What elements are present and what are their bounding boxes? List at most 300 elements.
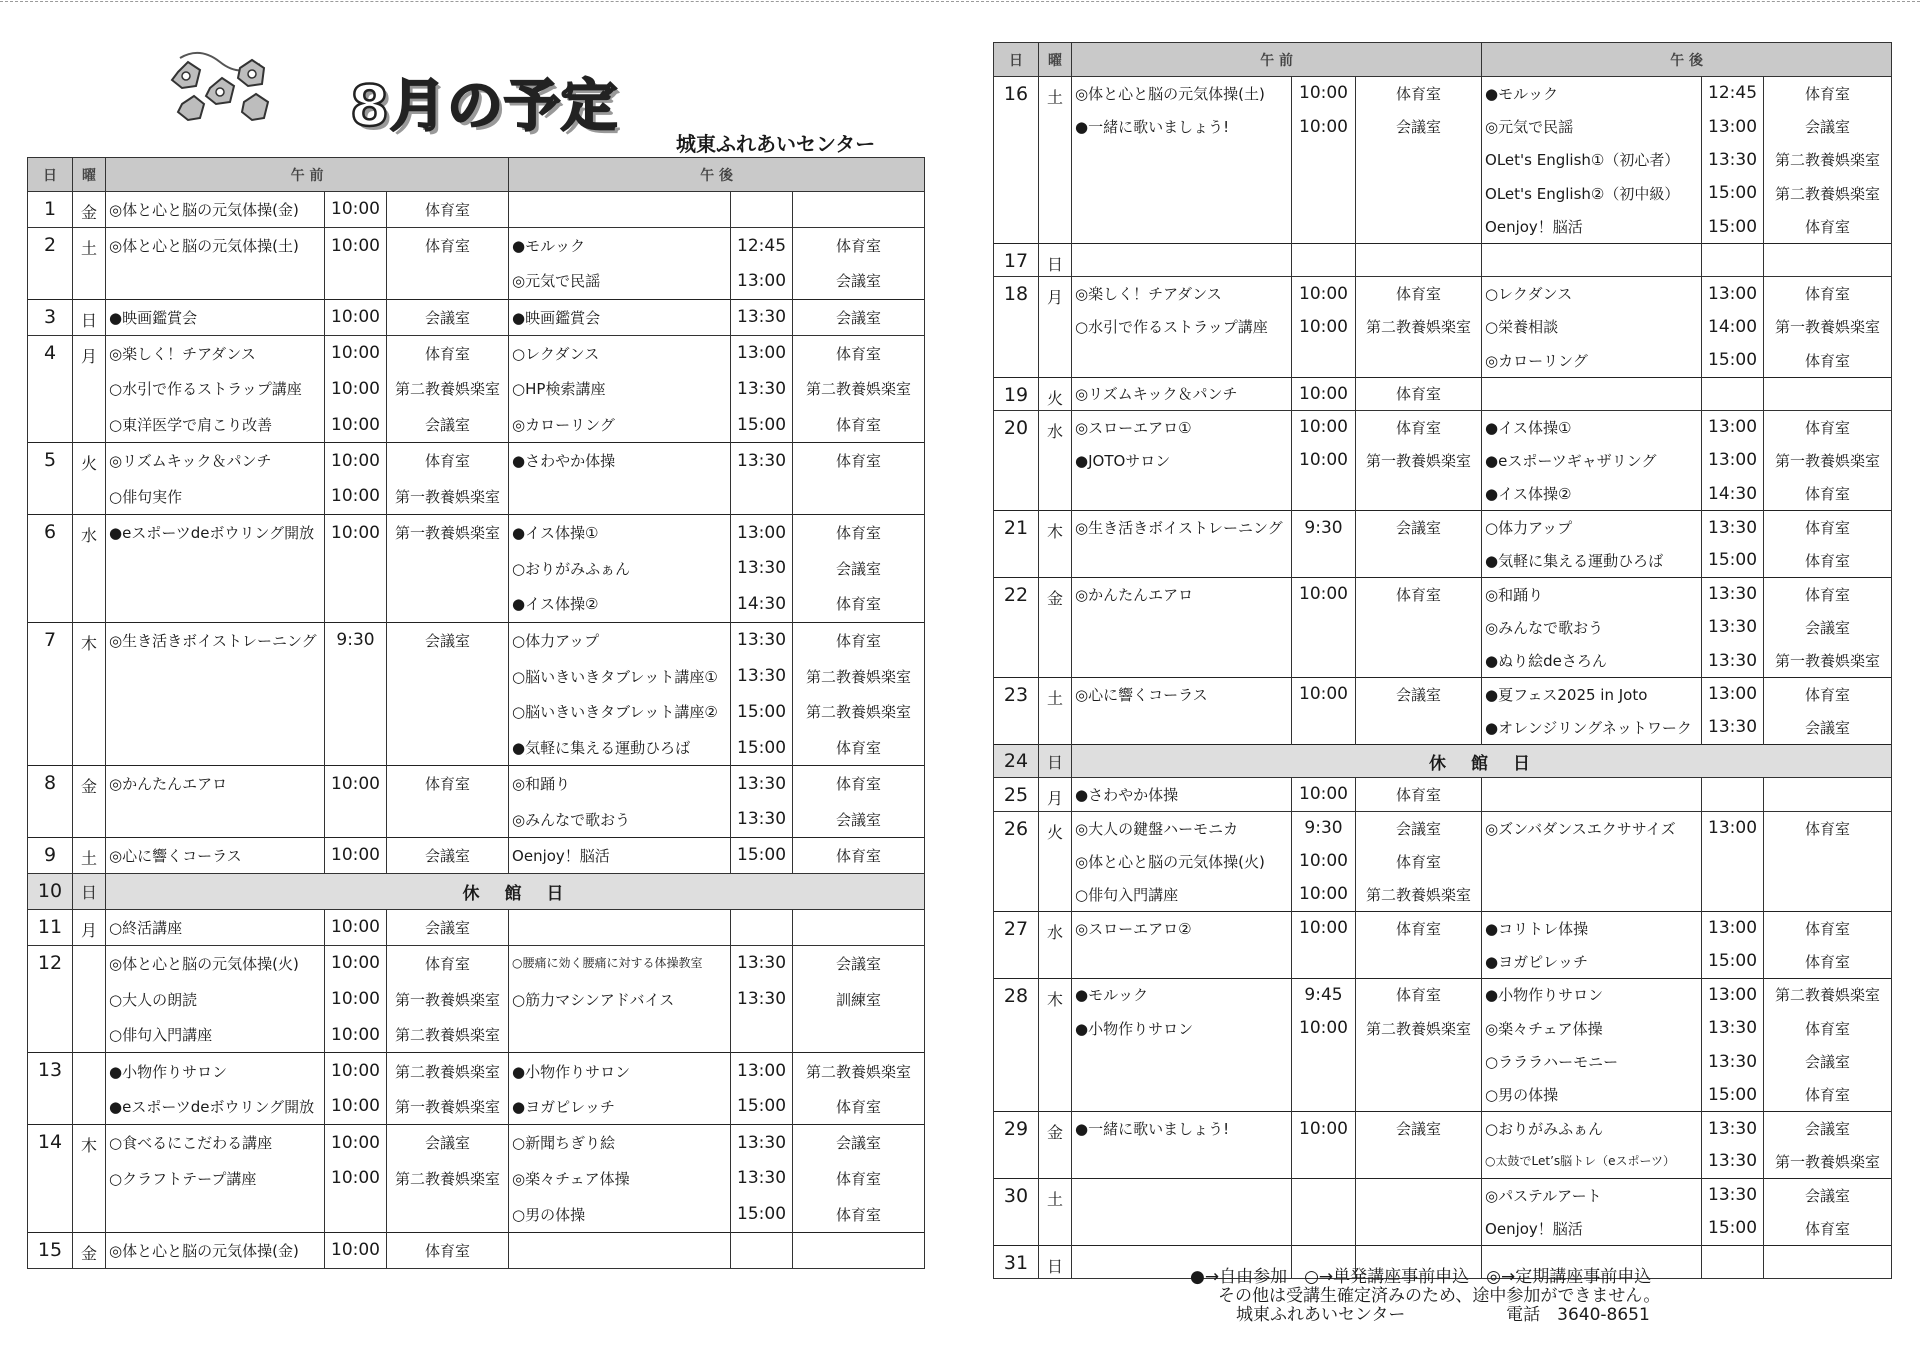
table-row	[994, 110, 1892, 143]
table-row	[28, 1161, 925, 1197]
afternoon-activity: ●ぬり絵deさろん	[1482, 644, 1702, 677]
closed-label: 休 館 日	[106, 873, 925, 909]
weekday: 日	[1039, 243, 1072, 276]
weekday: 月	[1039, 277, 1072, 377]
afternoon-time: 15:00	[1702, 544, 1764, 577]
afternoon-activity: ◎ズンバダンスエクササイズ	[1482, 811, 1702, 844]
afternoon-room: 会議室	[793, 1125, 925, 1161]
day-number: 17	[994, 243, 1039, 276]
table-row	[994, 477, 1892, 510]
morning-room: 第二教養娯楽室	[387, 371, 509, 407]
morning-time: 10:00	[1292, 277, 1356, 310]
table-row	[28, 263, 925, 299]
morning-activity: ○俳句実作	[106, 479, 325, 515]
afternoon-time: 14:30	[1702, 477, 1764, 510]
afternoon-activity: OLet's English①（初心者）	[1482, 143, 1702, 176]
morning-room	[1356, 210, 1482, 243]
afternoon-activity: OLet's English②（初中級）	[1482, 177, 1702, 210]
morning-room	[387, 586, 509, 622]
morning-time	[325, 802, 387, 838]
afternoon-room: 体育室	[793, 443, 925, 479]
afternoon-room: 体育室	[793, 730, 925, 766]
afternoon-activity	[509, 479, 731, 515]
afternoon-time	[731, 1017, 793, 1053]
morning-time: 10:00	[1292, 778, 1356, 811]
day-number: 11	[28, 909, 73, 945]
morning-activity: ●小物作りサロン	[106, 1053, 325, 1089]
day-number: 20	[994, 410, 1039, 510]
afternoon-time: 15:00	[731, 730, 793, 766]
table-row	[994, 811, 1892, 844]
morning-activity: ●モルック	[1072, 978, 1292, 1011]
table-row	[28, 1017, 925, 1053]
afternoon-time: 15:00	[731, 694, 793, 730]
table-row	[994, 911, 1892, 944]
morning-time: 10:00	[325, 838, 387, 874]
morning-room: 体育室	[1356, 577, 1482, 610]
afternoon-activity: ●夏フェス2025 in Joto	[1482, 678, 1702, 711]
morning-time: 10:00	[325, 909, 387, 945]
morning-activity	[1072, 945, 1292, 978]
morning-time: 10:00	[325, 1161, 387, 1197]
table-row	[994, 978, 1892, 1011]
afternoon-time	[1702, 844, 1764, 877]
afternoon-room: 会議室	[1764, 711, 1892, 744]
weekday-column-header: 曜	[1039, 43, 1072, 77]
table-row	[994, 77, 1892, 110]
morning-room	[387, 1196, 509, 1232]
afternoon-room	[1764, 243, 1892, 276]
afternoon-room: 体育室	[1764, 410, 1892, 443]
morning-room: 体育室	[1356, 377, 1482, 410]
afternoon-time: 13:30	[731, 622, 793, 658]
afternoon-room: 訓練室	[793, 981, 925, 1017]
afternoon-time: 13:00	[1702, 444, 1764, 477]
morning-time	[1292, 945, 1356, 978]
morning-activity	[1072, 544, 1292, 577]
morning-room: 会議室	[387, 838, 509, 874]
table-row	[28, 945, 925, 981]
afternoon-activity: ●小物作りサロン	[509, 1053, 731, 1089]
morning-room: 体育室	[1356, 778, 1482, 811]
afternoon-time	[731, 192, 793, 228]
table-row	[28, 371, 925, 407]
afternoon-room: 体育室	[793, 1089, 925, 1125]
weekday: 木	[1039, 511, 1072, 578]
afternoon-column-header: 午 後	[1482, 43, 1892, 77]
weekday: 木	[73, 622, 106, 766]
morning-room: 体育室	[387, 945, 509, 981]
weekday: 日	[73, 873, 106, 909]
afternoon-room: 第二教養娯楽室	[793, 1053, 925, 1089]
afternoon-room: 体育室	[1764, 544, 1892, 577]
morning-activity: ○東洋医学で肩こり改善	[106, 407, 325, 443]
afternoon-room: 体育室	[1764, 577, 1892, 610]
morning-time	[1292, 644, 1356, 677]
table-row	[994, 210, 1892, 243]
afternoon-activity: ◎元気で民謡	[509, 263, 731, 299]
afternoon-time: 15:00	[731, 838, 793, 874]
morning-room: 体育室	[1356, 77, 1482, 110]
day-number: 25	[994, 778, 1039, 811]
afternoon-room: 会議室	[1764, 1045, 1892, 1078]
afternoon-room: 体育室	[1764, 1011, 1892, 1044]
morning-time	[1292, 344, 1356, 377]
morning-room	[387, 658, 509, 694]
afternoon-time: 13:30	[731, 371, 793, 407]
day-number: 7	[28, 622, 73, 766]
afternoon-room: 第二教養娯楽室	[793, 658, 925, 694]
morning-room: 第二教養娯楽室	[387, 1161, 509, 1197]
table-row	[28, 299, 925, 335]
day-number: 12	[28, 945, 73, 1053]
morning-activity: ◎心に響くコーラス	[106, 838, 325, 874]
morning-room: 第一教養娯楽室	[387, 515, 509, 551]
afternoon-room: 第二教養娯楽室	[793, 694, 925, 730]
afternoon-time: 13:30	[1702, 1112, 1764, 1145]
afternoon-room: 体育室	[1764, 210, 1892, 243]
day-number: 27	[994, 911, 1039, 978]
afternoon-room: 体育室	[1764, 1078, 1892, 1111]
morning-room: 第一教養娯楽室	[1356, 444, 1482, 477]
weekday-column-header: 曜	[73, 158, 106, 192]
table-row	[994, 544, 1892, 577]
afternoon-time: 13:30	[731, 766, 793, 802]
afternoon-time: 13:00	[1702, 678, 1764, 711]
afternoon-time: 13:00	[731, 515, 793, 551]
morning-time	[1292, 544, 1356, 577]
afternoon-room: 体育室	[793, 838, 925, 874]
morning-activity: ●一緒に歌いましょう!	[1072, 1112, 1292, 1145]
morning-time	[325, 694, 387, 730]
morning-time	[325, 263, 387, 299]
afternoon-activity: ◎和踊り	[509, 766, 731, 802]
morning-activity	[106, 263, 325, 299]
afternoon-activity: ○脳いきいきタブレット講座①	[509, 658, 731, 694]
morning-room: 第一教養娯楽室	[387, 981, 509, 1017]
closed-day-row	[994, 744, 1892, 777]
morning-time	[1292, 1045, 1356, 1078]
afternoon-time	[1702, 243, 1764, 276]
afternoon-activity: ○ラララハーモニー	[1482, 1045, 1702, 1078]
morning-activity: ○俳句入門講座	[106, 1017, 325, 1053]
morning-time: 10:00	[325, 227, 387, 263]
morning-room	[1356, 1045, 1482, 1078]
morning-time	[1292, 477, 1356, 510]
morning-activity: ◎生き活きボイストレーニング	[106, 622, 325, 658]
morning-activity	[1072, 1045, 1292, 1078]
morning-activity: ●一緒に歌いましょう!	[1072, 110, 1292, 143]
morning-time: 10:00	[1292, 1112, 1356, 1145]
afternoon-activity	[509, 192, 731, 228]
table-row	[994, 1212, 1892, 1245]
afternoon-time: 13:30	[731, 945, 793, 981]
afternoon-time: 13:30	[731, 299, 793, 335]
afternoon-activity: ●ヨガピレッチ	[1482, 945, 1702, 978]
morning-activity: ◎スローエアロ①	[1072, 410, 1292, 443]
table-row	[994, 1178, 1892, 1211]
table-row	[28, 407, 925, 443]
morning-time	[325, 730, 387, 766]
afternoon-room: 体育室	[793, 227, 925, 263]
day-number: 2	[28, 227, 73, 299]
afternoon-room	[793, 909, 925, 945]
day-number: 8	[28, 766, 73, 838]
day-number: 16	[994, 77, 1039, 244]
afternoon-room: 体育室	[1764, 811, 1892, 844]
day-number: 21	[994, 511, 1039, 578]
afternoon-activity: ○男の体操	[509, 1196, 731, 1232]
table-row	[28, 335, 925, 371]
table-row	[28, 694, 925, 730]
afternoon-activity: ○レクダンス	[1482, 277, 1702, 310]
legend-center-name: 城東ふれあいセンター	[1236, 1305, 1406, 1325]
morning-time: 10:00	[325, 1017, 387, 1053]
morning-room	[1356, 1145, 1482, 1178]
table-row	[28, 192, 925, 228]
morning-room	[1356, 344, 1482, 377]
morning-time: 10:00	[325, 299, 387, 335]
morning-time: 10:00	[325, 515, 387, 551]
afternoon-room: 会議室	[793, 945, 925, 981]
weekday: 水	[73, 515, 106, 623]
morning-room: 会議室	[1356, 811, 1482, 844]
morning-activity: ○終活講座	[106, 909, 325, 945]
day-number: 13	[28, 1053, 73, 1125]
afternoon-activity: ◎みんなで歌おう	[509, 802, 731, 838]
afternoon-time: 13:30	[1702, 1045, 1764, 1078]
morning-time: 10:00	[1292, 844, 1356, 877]
afternoon-time: 15:00	[1702, 344, 1764, 377]
table-row	[994, 243, 1892, 276]
afternoon-activity	[509, 909, 731, 945]
morning-room	[1356, 477, 1482, 510]
afternoon-activity	[1482, 844, 1702, 877]
morning-column-header: 午 前	[106, 158, 509, 192]
day-number: 5	[28, 443, 73, 515]
afternoon-time: 13:30	[1702, 577, 1764, 610]
afternoon-time: 15:00	[731, 1196, 793, 1232]
table-row	[28, 838, 925, 874]
morning-room: 第二教養娯楽室	[387, 1053, 509, 1089]
morning-room: 会議室	[1356, 678, 1482, 711]
weekday: 火	[73, 443, 106, 515]
weekday: 金	[1039, 1112, 1072, 1179]
morning-room	[1356, 143, 1482, 176]
morning-activity: ◎楽しく！チアダンス	[106, 335, 325, 371]
center-name: 城東ふれあいセンター	[676, 132, 876, 156]
table-row	[28, 658, 925, 694]
afternoon-room	[793, 192, 925, 228]
table-row	[994, 1045, 1892, 1078]
morning-room	[387, 263, 509, 299]
day-number: 14	[28, 1125, 73, 1233]
morning-room: 会議室	[387, 1125, 509, 1161]
morning-activity	[1072, 711, 1292, 744]
day-number: 6	[28, 515, 73, 623]
morning-activity	[106, 694, 325, 730]
afternoon-activity: ●気軽に集える運動ひろば	[509, 730, 731, 766]
morning-activity: ◎体と心と脳の元気体操(火)	[106, 945, 325, 981]
afternoon-room: 体育室	[793, 515, 925, 551]
afternoon-activity: ●イス体操①	[509, 515, 731, 551]
weekday: 土	[1039, 1178, 1072, 1245]
morning-room: 会議室	[1356, 1112, 1482, 1145]
afternoon-room: 第一教養娯楽室	[1764, 644, 1892, 677]
morning-time	[1292, 143, 1356, 176]
afternoon-activity	[509, 1017, 731, 1053]
morning-activity	[1072, 243, 1292, 276]
afternoon-activity: ○太鼓でLet’s脳トレ（eスポーツ）	[1482, 1145, 1702, 1178]
morning-activity: ◎体と心と脳の元気体操(火)	[1072, 844, 1292, 877]
morning-time: 10:00	[325, 981, 387, 1017]
afternoon-activity: Oenjoy！脳活	[1482, 210, 1702, 243]
morning-time	[1292, 711, 1356, 744]
morning-room: 会議室	[387, 909, 509, 945]
morning-room: 体育室	[387, 335, 509, 371]
afternoon-activity: ●イス体操①	[1482, 410, 1702, 443]
morning-time: 10:00	[325, 1089, 387, 1125]
day-number: 22	[994, 577, 1039, 677]
afternoon-room: 第一教養娯楽室	[1764, 310, 1892, 343]
weekday: 木	[73, 1125, 106, 1233]
afternoon-room: 体育室	[793, 622, 925, 658]
morning-room: 体育室	[1356, 410, 1482, 443]
afternoon-time: 15:00	[1702, 177, 1764, 210]
afternoon-time: 13:00	[1702, 277, 1764, 310]
weekday: 月	[73, 909, 106, 945]
table-row	[28, 1232, 925, 1268]
afternoon-room	[1764, 844, 1892, 877]
afternoon-room: 第二教養娯楽室	[1764, 177, 1892, 210]
table-row	[994, 511, 1892, 544]
afternoon-activity: ○栄養相談	[1482, 310, 1702, 343]
afternoon-activity	[509, 1232, 731, 1268]
afternoon-time: 13:30	[1702, 644, 1764, 677]
table-row	[28, 802, 925, 838]
legend-contact	[1190, 1306, 1710, 1325]
afternoon-time: 13:00	[731, 263, 793, 299]
morning-activity	[106, 658, 325, 694]
day-number: 15	[28, 1232, 73, 1268]
page-top-border	[0, 1, 1920, 2]
morning-time: 10:00	[325, 479, 387, 515]
afternoon-time: 15:00	[1702, 210, 1764, 243]
afternoon-room	[793, 1017, 925, 1053]
morning-time	[1292, 1145, 1356, 1178]
afternoon-activity: ●コリトレ体操	[1482, 911, 1702, 944]
day-number: 30	[994, 1178, 1039, 1245]
morning-room	[1356, 1178, 1482, 1211]
morning-activity	[106, 1196, 325, 1232]
morning-activity: ◎体と心と脳の元気体操(土)	[106, 227, 325, 263]
afternoon-room	[1764, 778, 1892, 811]
day-column-header: 日	[28, 158, 73, 192]
morning-time: 10:00	[1292, 878, 1356, 911]
morning-activity	[1072, 477, 1292, 510]
afternoon-activity	[1482, 377, 1702, 410]
day-number: 1	[28, 192, 73, 228]
afternoon-activity: ◎楽々チェア体操	[1482, 1011, 1702, 1044]
weekday: 月	[73, 335, 106, 443]
afternoon-time	[731, 1232, 793, 1268]
morning-activity	[1072, 1178, 1292, 1211]
afternoon-time: 14:30	[731, 586, 793, 622]
morning-room: 体育室	[1356, 911, 1482, 944]
weekday: 水	[1039, 911, 1072, 978]
afternoon-room: 体育室	[1764, 77, 1892, 110]
morning-room	[1356, 1212, 1482, 1245]
morning-activity	[106, 802, 325, 838]
morning-activity	[1072, 1212, 1292, 1245]
morning-time: 10:00	[1292, 377, 1356, 410]
afternoon-time: 15:00	[731, 407, 793, 443]
day-number: 10	[28, 873, 73, 909]
morning-activity: ◎体と心と脳の元気体操(金)	[106, 1232, 325, 1268]
morning-activity: ●さわやか体操	[1072, 778, 1292, 811]
morning-activity	[1072, 177, 1292, 210]
afternoon-room: 体育室	[793, 407, 925, 443]
morning-time: 10:00	[1292, 77, 1356, 110]
morning-time: 10:00	[325, 945, 387, 981]
afternoon-activity: ●気軽に集える運動ひろば	[1482, 544, 1702, 577]
afternoon-time: 13:30	[731, 1125, 793, 1161]
afternoon-room: 体育室	[793, 335, 925, 371]
morning-activity: ○水引で作るストラップ講座	[106, 371, 325, 407]
morning-room	[1356, 711, 1482, 744]
afternoon-time: 15:00	[1702, 1212, 1764, 1245]
table-row	[994, 644, 1892, 677]
weekday: 金	[73, 766, 106, 838]
afternoon-room: 会議室	[793, 550, 925, 586]
morning-time	[325, 1196, 387, 1232]
day-number: 4	[28, 335, 73, 443]
afternoon-activity: ○腰痛に効く腰痛に対する体操教室	[509, 945, 731, 981]
afternoon-room	[1764, 878, 1892, 911]
morning-activity	[106, 730, 325, 766]
afternoon-activity: ●eスポーツギャザリング	[1482, 444, 1702, 477]
weekday: 金	[73, 192, 106, 228]
afternoon-activity: ○脳いきいきタブレット講座②	[509, 694, 731, 730]
morning-time: 10:00	[325, 766, 387, 802]
afternoon-time: 13:30	[1702, 611, 1764, 644]
morning-room	[1356, 611, 1482, 644]
table-row	[994, 577, 1892, 610]
morning-activity	[1072, 1145, 1292, 1178]
afternoon-time: 13:30	[731, 443, 793, 479]
morning-time: 10:00	[325, 335, 387, 371]
afternoon-time	[731, 909, 793, 945]
afternoon-activity: ●イス体操②	[1482, 477, 1702, 510]
flower-decoration-icon	[160, 48, 278, 138]
afternoon-activity: ◎カローリング	[1482, 344, 1702, 377]
afternoon-time: 15:00	[731, 1089, 793, 1125]
morning-room: 第二教養娯楽室	[1356, 310, 1482, 343]
table-row	[28, 550, 925, 586]
table-row	[994, 1145, 1892, 1178]
morning-activity: ◎大人の鍵盤ハーモニカ	[1072, 811, 1292, 844]
morning-time: 10:00	[325, 1232, 387, 1268]
morning-room	[1356, 945, 1482, 978]
table-header-row	[28, 158, 925, 192]
legend-phone: 電話 3640-8651	[1506, 1305, 1650, 1325]
morning-activity: ○食べるにこだわる講座	[106, 1125, 325, 1161]
morning-column-header: 午 前	[1072, 43, 1482, 77]
afternoon-time	[1702, 878, 1764, 911]
morning-time: 9:30	[1292, 811, 1356, 844]
table-row	[994, 611, 1892, 644]
weekday: 水	[1039, 410, 1072, 510]
